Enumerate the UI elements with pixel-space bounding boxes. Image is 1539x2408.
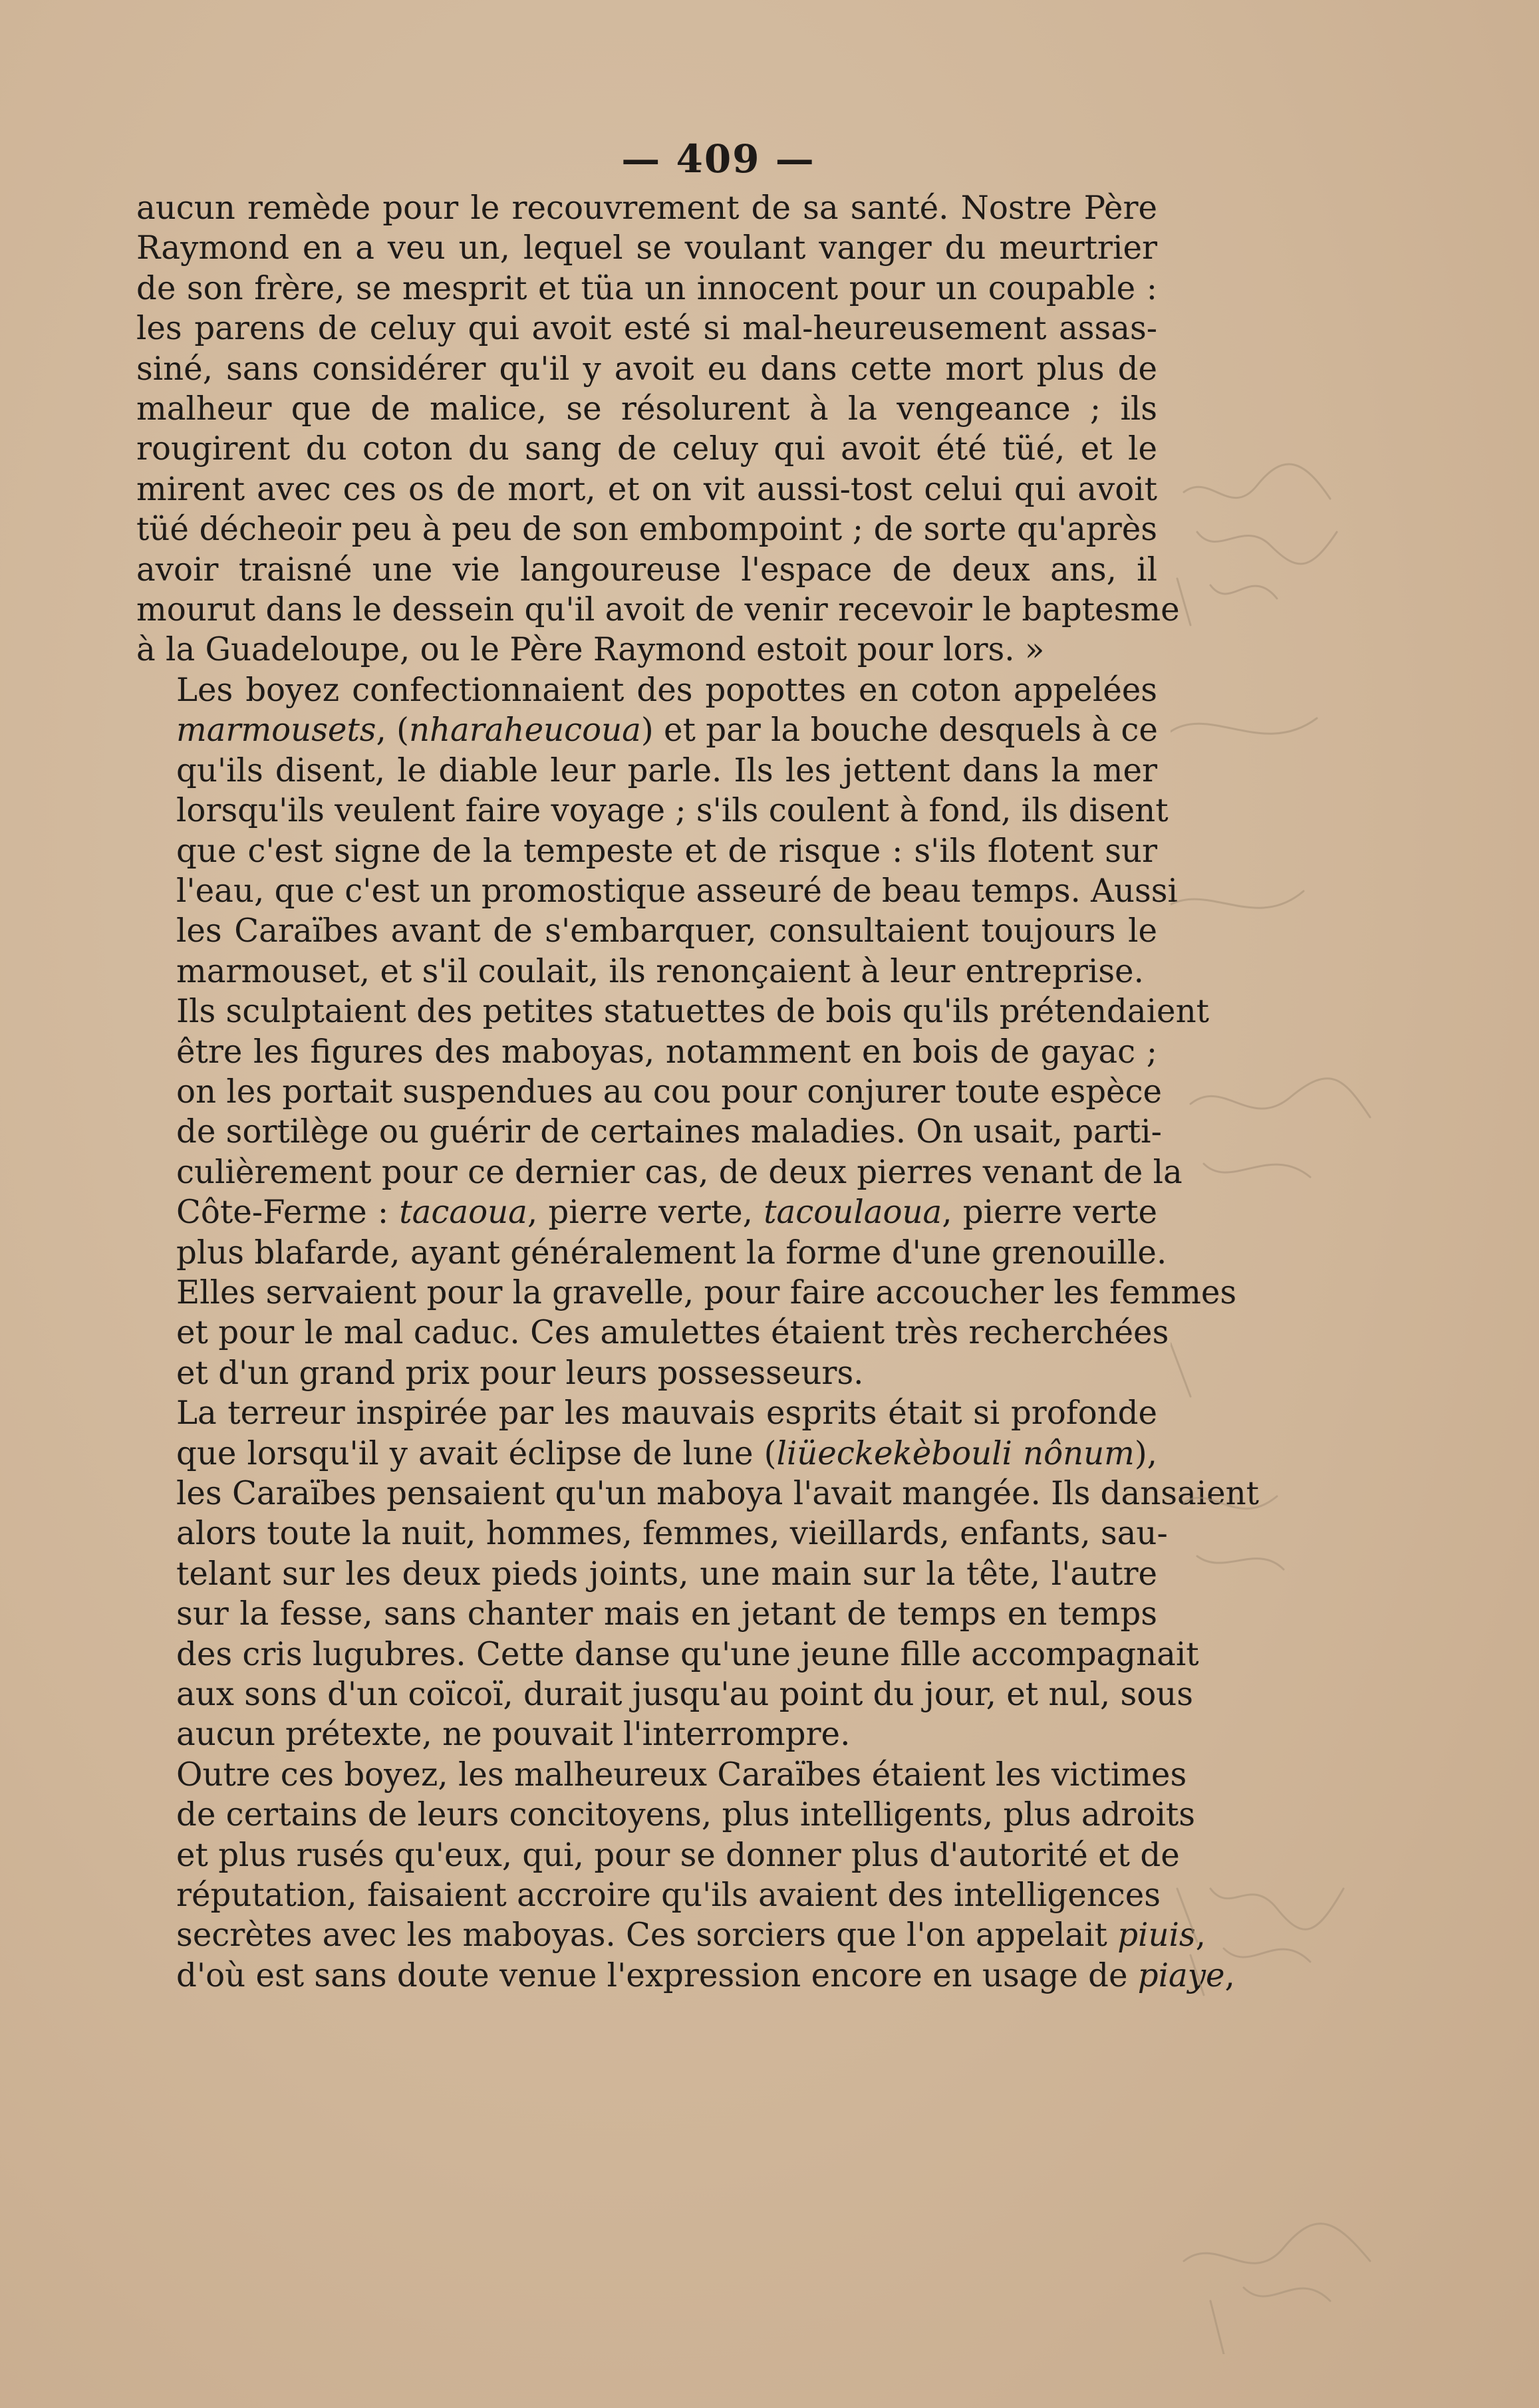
text-line: d'où est sans doute venue l'expression encore en usage de piaye,: [176, 1956, 1235, 1994]
text-line: des cris lugubres. Cette danse qu'une jeune fille accompagnait: [176, 1635, 1199, 1673]
text-line: qu'ils disent, le diable leur parle. Ils les jettent dans la mer: [176, 751, 1157, 789]
text-line: Raymond en a veu un, lequel se voulant vanger du meurtrier: [136, 229, 1157, 267]
body-text: [136, 188, 1260, 1996]
paragraph-p3: [136, 992, 1237, 1393]
text-line: de sortilège ou guérir de certaines maladies. On usait, parti-: [176, 1113, 1162, 1151]
text-line: sur la fesse, sans chanter mais en jetant de temps en temps: [176, 1595, 1157, 1633]
text-line: les Caraïbes pensaient qu'un maboya l'avait mangée. Ils dansaient: [176, 1475, 1260, 1512]
text-line: marmouset, et s'il coulait, ils renonçaient à leur entreprise.: [176, 952, 1144, 990]
text-line: malheur que de malice, se résolurent à la vengeance ; ils: [136, 390, 1157, 428]
text-line: Outre ces boyez, les malheureux Caraïbes étaient les victimes: [176, 1756, 1187, 1794]
paragraph-p4: [136, 1393, 1260, 1755]
text-line: et d'un grand prix pour leurs possesseurs.: [176, 1354, 864, 1392]
text-line: marmousets, (nharaheucoua) et par la bouche desquels à ce: [176, 712, 1158, 749]
text-line: aucun prétexte, ne pouvait l'interrompre.: [176, 1716, 851, 1754]
text-line: de certains de leurs concitoyens, plus intelligents, plus adroits: [176, 1796, 1195, 1834]
text-line: plus blafarde, ayant généralement la forme d'une grenouille.: [176, 1234, 1167, 1271]
text-line: Les boyez confectionnaient des popottes en coton appelées: [176, 671, 1157, 709]
text-line: à la Guadeloupe, ou le Père Raymond estoit pour lors. »: [136, 631, 1045, 669]
page-number: — 409 —: [621, 136, 815, 182]
text-line: et plus rusés qu'eux, qui, pour se donner plus d'autorité et de: [176, 1836, 1180, 1874]
text-line: que lorsqu'il y avait éclipse de lune (liüeckekèbouli nônum),: [176, 1434, 1157, 1472]
paragraph-p1: [136, 188, 1180, 670]
handwritten-scrawl-icon: [1171, 359, 1530, 2354]
text-line: et pour le mal caduc. Ces amulettes étaient très recherchées: [176, 1314, 1169, 1352]
text-line: réputation, faisaient accroire qu'ils avaient des intelligences: [176, 1877, 1161, 1915]
text-line: alors toute la nuit, hommes, femmes, vieillards, enfants, sau-: [176, 1515, 1168, 1553]
text-line: mirent avec ces os de mort, et on vit aussi-tost celui qui avoit: [136, 470, 1157, 508]
text-line: rougirent du coton du sang de celuy qui avoit été tüé, et le: [136, 430, 1157, 468]
text-line: aux sons d'un coïcoï, durait jusqu'au point du jour, et nul, sous: [176, 1676, 1194, 1714]
text-line: on les portait suspendues au cou pour conjurer toute espèce: [176, 1073, 1163, 1111]
text-line: telant sur les deux pieds joints, une main sur la tête, l'autre: [176, 1555, 1157, 1593]
text-line: culièrement pour ce dernier cas, de deux pierres venant de la: [176, 1153, 1183, 1191]
text-line: lorsqu'ils veulent faire voyage ; s'ils coulent à fond, ils disent: [176, 792, 1169, 830]
text-line: Côte-Ferme : tacaoua, pierre verte, tacoulaoua, pierre verte: [176, 1194, 1158, 1232]
text-line: secrètes avec les maboyas. Ces sorciers que l'on appelait piuis,: [176, 1917, 1206, 1954]
text-line: de son frère, se mesprit et tüa un innocent pour un coupable :: [136, 269, 1157, 307]
text-line: les Caraïbes avant de s'embarquer, consultaient toujours le: [176, 912, 1157, 950]
paragraph-p5: [136, 1755, 1235, 1996]
text-line: mourut dans le dessein qu'il avoit de venir recevoir le baptesme: [136, 591, 1180, 629]
paragraph-p2: [136, 670, 1178, 992]
text-line: être les figures des maboyas, notamment en bois de gayac ;: [176, 1033, 1157, 1071]
text-line: aucun remède pour le recouvrement de sa santé. Nostre Père: [136, 190, 1157, 227]
text-line: La terreur inspirée par les mauvais esprits était si profonde: [176, 1395, 1157, 1432]
text-line: que c'est signe de la tempeste et de risque : s'ils flotent sur: [176, 832, 1157, 870]
text-line: avoir traisné une vie langoureuse l'espace de deux ans, il: [136, 551, 1157, 589]
text-line: les parens de celuy qui avoit esté si mal-heureusement assas-: [136, 310, 1157, 348]
text-line: l'eau, que c'est un promostique asseuré de beau temps. Aussi: [176, 872, 1178, 910]
text-line: Elles servaient pour la gravelle, pour faire accoucher les femmes: [176, 1273, 1237, 1311]
margin-annotations: [1171, 359, 1530, 2354]
text-line: tüé décheoir peu à peu de son embompoint ; de sorte qu'après: [136, 511, 1157, 549]
text-line: siné, sans considérer qu'il y avoit eu dans cette mort plus de: [136, 350, 1157, 388]
text-line: Ils sculptaient des petites statuettes de bois qu'ils prétendaient: [176, 993, 1209, 1031]
